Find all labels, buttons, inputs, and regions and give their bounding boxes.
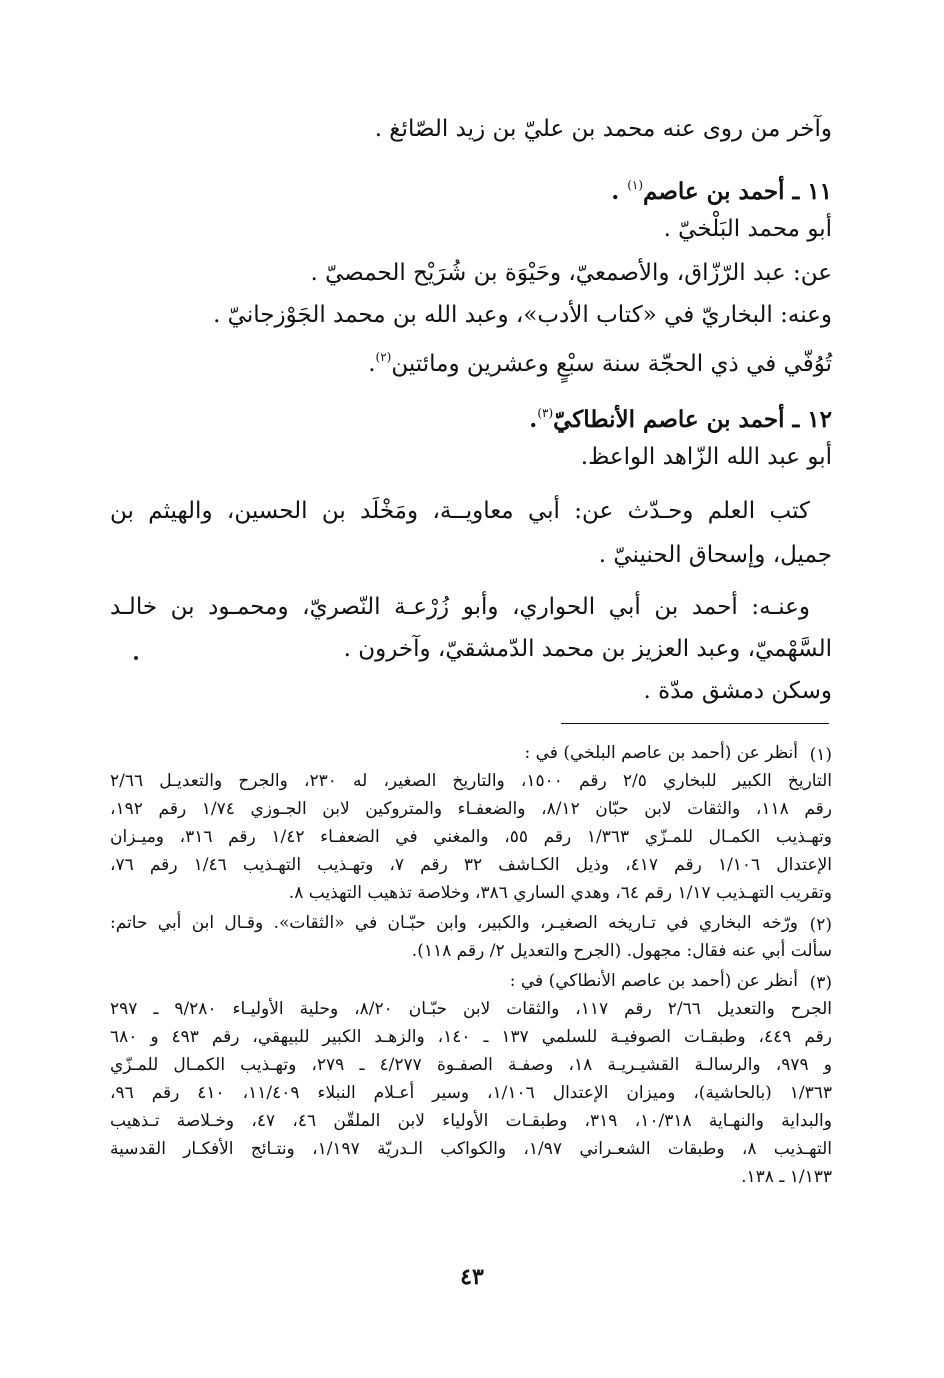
footnote-ref-1: (١) (627, 178, 644, 192)
footnote-2-line-2: سألت أبي عنه فقال: مجهول. (الجرح والتعديل ٢/ رقم ١١٨). (411, 941, 832, 961)
entry-12-students-line-1: وعنـه: أحمد بن أبي الحواري، وأبو زُرْعـة النّصريّ، ومحمـود بن خالـد (110, 594, 810, 620)
entry-12-heading (110, 396, 832, 433)
footnote-separator (561, 723, 829, 724)
entry-12-teachers-line-2: جميل، وإسحاق الحنينيّ . (598, 542, 832, 568)
entry-12-heading-text: ١٢ ـ أحمد بن عاصم الأنطاكيّ (553, 406, 832, 433)
ink-speck (134, 656, 138, 660)
entry-11-death-text: تُوُفّي في ذي الحجّة سنة سبْعٍ وعشرين ومائتين (391, 351, 832, 377)
footnote-3-line-2: الجرح والتعديل ٢/٦٦ رقم ١١٧، والثقات لابن حبّـان ٨/٢٠، وحلية الأوليـاء ٩/٢٨٠ ـ ٢٩٧ (110, 999, 832, 1019)
entry-11-heading-end: . (611, 178, 628, 205)
footnote-ref-3: (٣) (537, 406, 554, 420)
footnote-1-line-4: وتهـذيب الكمـال للمـزّي ١/٣٦٣ رقم ٥٥، والمغني في الضعفـاء ١/٤٢ رقم ٣١٦، وميـزان (110, 827, 832, 847)
footnote-3-line-8: ١/١٣٣ ـ ١٣٨. (741, 1167, 832, 1187)
body-line-1: وآخر من روى عنه محمد بن عليّ بن زيد الصّائغ . (374, 116, 832, 142)
entry-12-heading-end: . (529, 406, 538, 433)
footnote-3-line-6: والبداية والنهـاية ١٠/٣١٨، ٣١٩، وطبقـات الأولياء لابن الملقّن ٤٦، ٤٧، وخـلاصة تـذهيب (110, 1111, 832, 1131)
footnote-3-number: (٣) (809, 973, 832, 993)
entry-11-kunya: أبو محمد البَلْخيّ . (663, 216, 832, 242)
footnote-3-line-3: رقم ٤٤٩، وطبقـات الصوفيـة للسلمي ١٣٧ ـ ١٤٠، والزهـد الكبير للبيهقي، رقم ٤٩٣ و ٦٨٠ (110, 1027, 832, 1047)
footnote-1-number: (١) (809, 745, 832, 765)
footnote-3-line-5: ١/٣٦٣ (بالحاشية)، وميزان الإعتدال ١/١٠٦، وسير أعـلام النبلاء ١١/٤٠٩، ٤١٠ رقم ٩٦، (110, 1083, 833, 1103)
entry-11-teachers: عن: عبد الرّزّاق، والأصمعيّ، وحَيْوَة بن شُرَيْح الحمصيّ . (310, 260, 832, 286)
entry-11-heading-text: ١١ ـ أحمد بن عاصم (643, 178, 832, 205)
entry-11-students: وعنه: البخاريّ في «كتاب الأدب»، وعبد الله بن محمد الجَوْزجانيّ . (213, 302, 832, 328)
entry-12-kunya: أبو عبد الله الزّاهد الواعظ. (580, 444, 832, 470)
footnote-1-line-6: وتقريب التهـذيب ١/١٧ رقم ٦٤، وهدي الساري ٣٨٦، وخلاصة تذهيب التهذيب ٨. (288, 883, 832, 903)
entry-11-death (110, 340, 832, 377)
footnote-1-line-1: أنظر عن (أحمد بن عاصم البلخي) في : (524, 743, 798, 763)
footnote-3-line-4: و ٩٧٩، والرسالـة القشيـريـة ١٨، وصفـة الصفـوة ٤/٢٧٧ ـ ٢٧٩، وتهـذيب الكمـال للمـزّي (110, 1055, 832, 1075)
footnote-1-line-2: التاريخ الكبير للبخاري ٢/٥ رقم ١٥٠٠، والتاريخ الصغير، له ٢٣٠، والجرح والتعديـل ٢/٦٦ (110, 771, 832, 791)
footnote-2-line-1: ورّخه البخاري في تـاريخه الصغيـر، والكبير، وابن حبّـان في «الثقات». وقـال ابن أبي حاتم: (110, 913, 798, 933)
entry-12-teachers-line-1: كتب العلم وحـدّث عن: أبي معاويــة، ومَخْلَد بن الحسين، والهيثم بن (110, 498, 810, 524)
entry-11-death-end: . (368, 351, 376, 377)
entry-12-students-line-2: السَّهْميّ، وعبد العزيز بن محمد الدّمشقيّ، وآخرون . (343, 636, 832, 662)
footnote-3-line-7: التهـذيب ٨، وطبقات الشعـراني ١/٩٧، والكواكب الـدريّة ١/١٩٧، ونتـائج الأفكـار القدسية (110, 1139, 832, 1159)
footnote-ref-2: (٢) (375, 350, 392, 364)
footnote-1-line-3: رقم ١١٨، والثقات لابن حبّان ٨/١٢، والضعفـاء والمتروكين لابن الجـوزي ١/٧٤ رقم ١٩٢، (110, 799, 832, 819)
page-number: ٤٣ (460, 1264, 484, 1290)
entry-11-heading (110, 168, 832, 205)
footnote-3-line-1: أنظر عن (أحمد بن عاصم الأنطاكي) في : (509, 971, 798, 991)
footnote-2-number: (٢) (809, 915, 832, 935)
entry-12-residence: وسكن دمشق مدّة . (643, 678, 832, 704)
footnote-1-line-5: الإعتدال ١/١٠٦ رقم ٤١٧، وذيل الكـاشف ٣٢ رقم ٧، وتهـذيب التهـذيب ١/٤٦ رقم ٧٦، (110, 855, 832, 875)
